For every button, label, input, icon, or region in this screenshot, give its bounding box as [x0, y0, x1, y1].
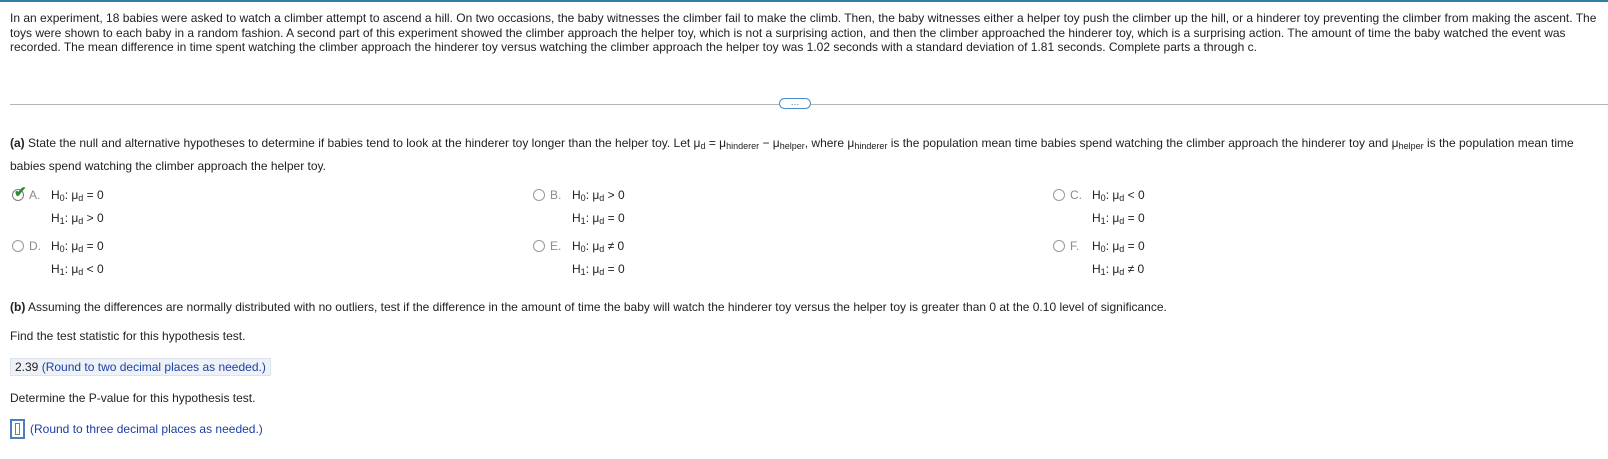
subscript: helper [1398, 141, 1424, 151]
alt-hypothesis: $H_1$: $\mu_d = 0$ [1092, 211, 1145, 226]
choice-letter: A. [29, 188, 41, 202]
alt-hypothesis: $H_1$: $\mu_d > 0$ [51, 211, 104, 226]
radio-button[interactable] [1053, 240, 1065, 252]
alt-hypothesis: $H_1$: $\mu_d = 0$ [572, 211, 625, 226]
subscript: hinderer [854, 141, 888, 151]
part-b-text: Assuming the differences are normally distributed with no outliers, test if the difference in the amount of time the baby will watch the hinderer toy versus the helper toy is greater than 0 at the 0.10 level of significance. [25, 300, 1167, 314]
choice-letter: D. [29, 239, 41, 253]
choice-letter: B. [550, 188, 562, 202]
radio-button[interactable] [1053, 189, 1065, 201]
choice-c[interactable] [1053, 187, 1145, 231]
hypothesis-pair [51, 185, 104, 231]
choice-a[interactable] [12, 184, 104, 231]
choice-d[interactable] [12, 238, 104, 282]
part-a-text: is the population mean time babies spend watching the climber approach the hinderer toy and μ [887, 136, 1399, 150]
radio-button[interactable] [533, 240, 545, 252]
answer-value: 2.39 [15, 360, 39, 374]
radio-button[interactable] [533, 189, 545, 201]
null-hypothesis: $H_0$: $\mu_d = 0$ [1092, 239, 1145, 254]
choice-letter: E. [550, 239, 562, 253]
round-hint: (Round to two decimal places as needed.) [41, 360, 266, 374]
hypothesis-pair [51, 236, 104, 282]
pvalue-input[interactable] [10, 419, 25, 439]
part-a-text: − μ [759, 136, 780, 150]
choice-letter: C. [1070, 188, 1082, 202]
subscript: d [700, 141, 706, 151]
alt-hypothesis: $H_1$: $\mu_d \ne 0$ [1092, 262, 1145, 277]
test-stat-answer [10, 358, 271, 376]
test-stat-label: Find the test statistic for this hypothesis test. [10, 329, 246, 343]
part-b-lead: (b) [10, 300, 26, 314]
part-a-lead: (a) [10, 136, 25, 150]
part-a-prompt [10, 133, 1600, 176]
ellipsis-icon: … [790, 96, 800, 107]
pvalue-label: Determine the P-value for this hypothesis test. [10, 391, 256, 405]
checkmark-icon: ✔ [14, 184, 27, 201]
expand-more-button[interactable] [779, 98, 811, 109]
hypothesis-pair [572, 236, 625, 282]
part-a-text: = μ [705, 136, 727, 150]
subscript: hinderer [726, 141, 760, 151]
hypothesis-pair [1092, 236, 1145, 282]
part-a-text: is the population mean time babies spend watching the climber approach the helper toy. [10, 136, 1574, 173]
problem-intro: In an experiment, 18 babies were asked to watch a climber attempt to ascend a hill. On two occasions, the baby witnesses the climber fail to make the climb. Then, the baby witnesses either a helper toy push the climber up the hill, or a hinderer toy preventing the climber from making the ascent. The toys were shown to each baby in a random fashion. A second part of this experiment showed the climber approach the helper toy, which is not a surprising action, and then the climber approached the hinderer toy, which is a surprising action. The amount of time the baby watched the event was recorded. The mean difference in time spent watching the climber approach the hinderer toy versus watching the climber approach the helper toy was 1.02 seconds with a standard deviation of 1.81 seconds. Complete parts a through c. [10, 11, 1597, 54]
round-hint: (Round to three decimal places as needed.) [30, 422, 263, 436]
null-hypothesis: $H_0$: $\mu_d > 0$ [572, 188, 625, 203]
part-b-prompt [10, 299, 1167, 315]
part-a-text: , where μ [804, 136, 855, 150]
null-hypothesis: $H_0$: $\mu_d = 0$ [51, 188, 104, 203]
hypothesis-pair [1092, 185, 1145, 231]
choice-f[interactable] [1053, 238, 1145, 282]
part-a-text: State the null and alternative hypotheses to determine if babies tend to look at the hinderer toy longer than the helper toy. Let μ [24, 136, 701, 150]
radio-button[interactable] [12, 184, 27, 201]
choice-b[interactable] [533, 187, 625, 231]
choice-letter: F. [1070, 239, 1080, 253]
choice-e[interactable] [533, 238, 625, 282]
alt-hypothesis: $H_1$: $\mu_d = 0$ [572, 262, 625, 277]
null-hypothesis: $H_0$: $\mu_d < 0$ [1092, 188, 1145, 203]
hypothesis-pair [572, 185, 625, 231]
null-hypothesis: $H_0$: $\mu_d \ne 0$ [572, 239, 625, 254]
alt-hypothesis: $H_1$: $\mu_d < 0$ [51, 262, 104, 277]
radio-button[interactable] [12, 240, 24, 252]
subscript: helper [779, 141, 805, 151]
null-hypothesis: $H_0$: $\mu_d = 0$ [51, 239, 104, 254]
top-accent-line [0, 0, 1608, 2]
